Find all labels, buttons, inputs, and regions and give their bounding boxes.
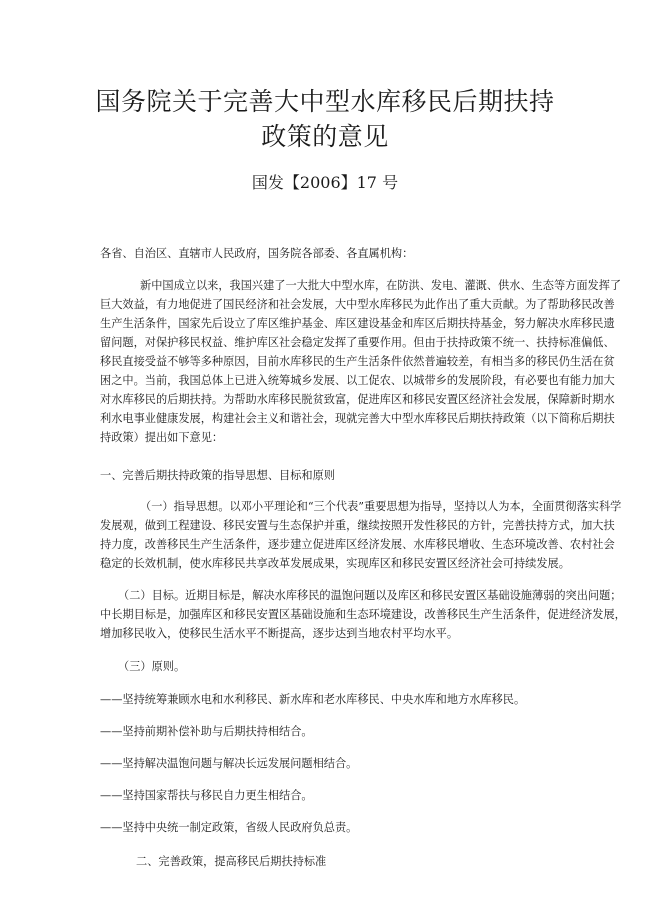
intro-line: 留问题，对保护移民权益、维护库区社会稳定发挥了重要作用。但由于扶持政策不统一、扶持标准偏低、 <box>100 336 615 349</box>
intro-line: 新中国成立以来，我国兴建了一大批大中型水库，在防洪、发电、灌溉、供水、生态等方面发挥了 <box>140 279 622 292</box>
intro-line: 移民直接受益不够等多种原因，目前水库移民的生产生活条件依然普遍较差，有相当多的移民仍生活在贫 <box>100 355 615 368</box>
section1-heading: 一、完善后期扶持政策的指导思想、目标和原则 <box>100 469 335 482</box>
intro-line: 利水电事业健康发展，构建社会主义和谐社会，现就完善大中型水库移民后期扶持政策（以下简称后期扶 <box>100 412 615 425</box>
intro-line: 生产生活条件，国家先后设立了库区维护基金、库区建设基金和库区后期扶持基金，努力解决水库移民遗 <box>100 317 615 330</box>
guiding-line: 发展观，做到工程建设、移民安置与生态保护并重，继续按照开发性移民的方针，完善扶持方式，加大扶 <box>100 519 615 532</box>
document-title-line2: 政策的意见 <box>261 122 389 151</box>
document-number: 国发【2006】17 号 <box>251 173 399 192</box>
principle-item: ——坚持统筹兼顾水电和水利移民、新水库和老水库移民、中央水库和地方水库移民。 <box>100 693 526 706</box>
goal-line: （二）目标。近期目标是，解决水库移民的温饱问题以及库区和移民安置区基础设施薄弱的突出问题； <box>118 589 622 602</box>
section2-heading: 二、完善政策，提高移民后期扶持标准 <box>136 855 327 868</box>
document-title-line1: 国务院关于完善大中型水库移民后期扶持 <box>95 87 555 116</box>
principle-item: ——坚持中央统一制定政策，省级人民政府负总责。 <box>100 821 358 834</box>
goal-line: 中长期目标是，加强库区和移民安置区基础设施和生态环境建设，改善移民生产生活条件，促进经济发展， <box>100 608 626 621</box>
goal-line: 增加移民收入，使移民生活水平不断提高，逐步达到当地农村平均水平。 <box>100 627 459 640</box>
salutation: 各省、自治区、直辖市人民政府，国务院各部委、各直属机构： <box>100 247 414 260</box>
intro-line: 困之中。当前，我国总体上已进入统筹城乡发展、以工促农、以城带乡的发展阶段，有必要也有能力加大 <box>100 374 615 387</box>
guiding-line: （一）指导思想。以邓小平理论和“三个代表”重要思想为指导，坚持以人为本，全面贯彻落实科学 <box>140 500 622 513</box>
intro-line: 持政策）提出如下意见： <box>100 431 224 444</box>
guiding-line: 稳定的长效机制，使水库移民共享改革发展成果，实现库区和移民安置区经济社会可持续发展。 <box>100 557 570 570</box>
guiding-line: 持力度，改善移民生产生活条件，逐步建立促进库区经济发展、水库移民增收、生态环境改善、农村社会 <box>100 538 615 551</box>
principle-item: ——坚持国家帮扶与移民自力更生相结合。 <box>100 789 313 802</box>
principle-item: ——坚持解决温饱问题与解决长远发展问题相结合。 <box>100 757 358 770</box>
intro-line: 对水库移民的后期扶持。为帮助水库移民脱贫致富，促进库区和移民安置区经济社会发展，保障新时期水 <box>100 393 615 406</box>
principles-heading: （三）原则。 <box>118 660 186 673</box>
intro-line: 巨大效益，有力地促进了国民经济和社会发展，大中型水库移民为此作出了重大贡献。为了帮助移民改善 <box>100 298 615 311</box>
principle-item: ——坚持前期补偿补助与后期扶持相结合。 <box>100 725 313 738</box>
